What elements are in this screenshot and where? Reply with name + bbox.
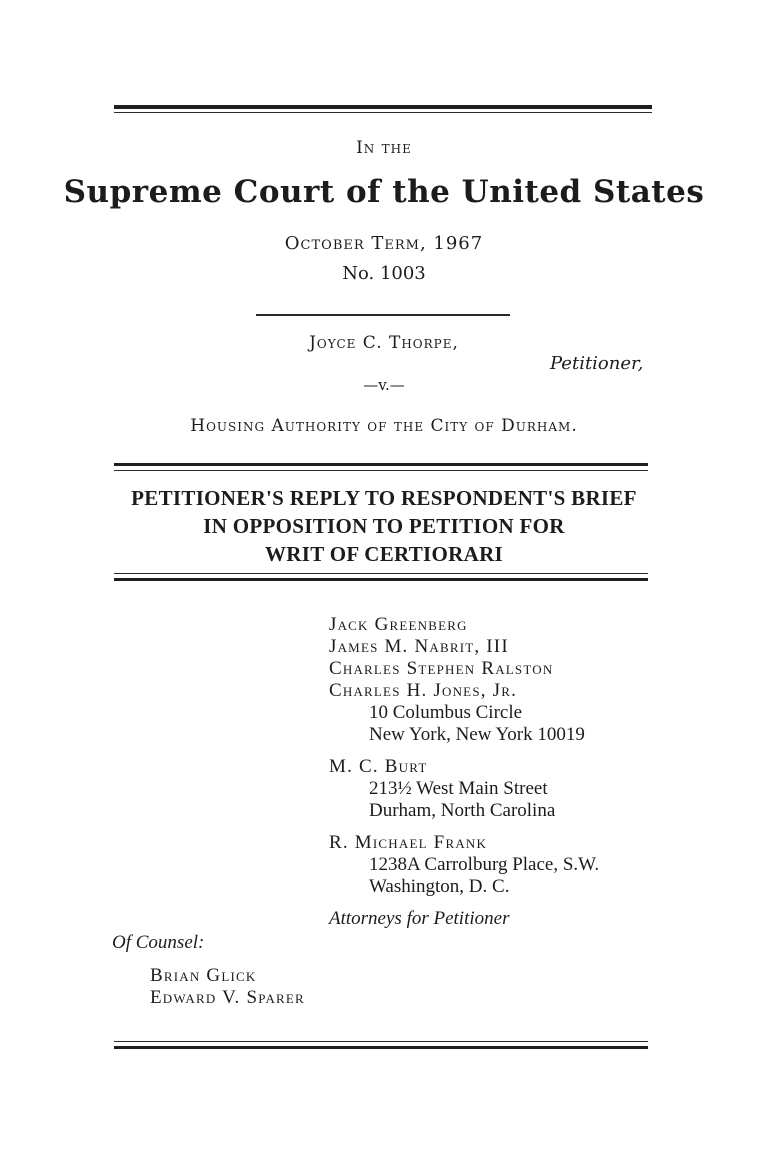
caption-line-3: WRIT OF CERTIORARI — [264, 542, 504, 566]
counsel-block — [150, 965, 305, 1009]
case-number: No. 1003 — [342, 263, 426, 284]
caption-line-2: IN OPPOSITION TO PETITION FOR — [203, 514, 565, 538]
respondent-name: Housing Authority of the City of Durham. — [190, 416, 578, 436]
term-label: October Term, 1967 — [284, 233, 484, 254]
attorney-address: 1238A Carrolburg Place, S.W. — [369, 854, 600, 875]
in-the-label: In the — [356, 138, 412, 158]
attorney-address: New York, New York 10019 — [369, 724, 585, 745]
attorney-name: Charles Stephen Ralston — [329, 658, 554, 679]
attorneys-block — [329, 614, 659, 930]
versus-label: —v.— — [363, 376, 405, 394]
attorney-name: Jack Greenberg — [329, 614, 468, 635]
top-rule — [114, 105, 652, 109]
attorney-name: James M. Nabrit, III — [329, 636, 509, 657]
petitioner-role: Petitioner, — [550, 353, 644, 374]
top-rule-thin — [114, 112, 652, 113]
court-name: Supreme Court of the United States — [63, 174, 705, 210]
document-caption — [0, 484, 768, 568]
attorney-address: 213½ West Main Street — [369, 778, 548, 799]
attorney-name: R. Michael Frank — [329, 832, 488, 853]
attorney-address: Washington, D. C. — [369, 876, 510, 897]
attorney-address: 10 Columbus Circle — [369, 702, 523, 723]
attorney-name: M. C. Burt — [329, 756, 428, 777]
attorney-address: Durham, North Carolina — [369, 800, 556, 821]
counsel-name: Brian Glick — [150, 965, 257, 986]
bottom-rule — [114, 1046, 648, 1049]
caption-top-rule — [114, 463, 648, 466]
caption-bottom-rule — [114, 578, 648, 581]
short-rule — [256, 314, 510, 316]
caption-top-rule-thin — [114, 470, 648, 471]
of-counsel-label: Of Counsel: — [112, 932, 205, 953]
bottom-rule-thin — [114, 1041, 648, 1042]
petitioner-name: Joyce C. Thorpe, — [309, 333, 459, 353]
attorney-name: Charles H. Jones, Jr. — [329, 680, 518, 701]
counsel-name: Edward V. Sparer — [150, 987, 305, 1008]
caption-bottom-rule-thin — [114, 573, 648, 574]
caption-line-1: PETITIONER'S REPLY TO RESPONDENT'S BRIEF — [131, 486, 637, 510]
attorneys-role: Attorneys for Petitioner — [329, 908, 510, 929]
